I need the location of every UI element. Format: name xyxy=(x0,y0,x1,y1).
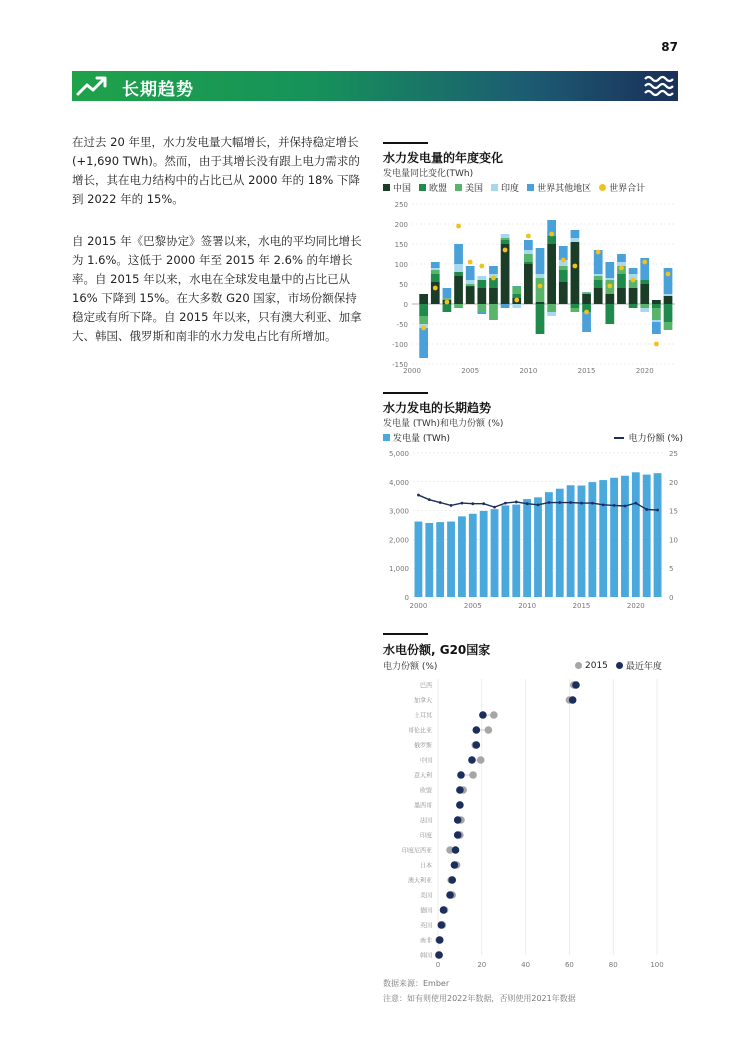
chart3-dot-recent-1 xyxy=(569,696,577,704)
chart2-bar-2012 xyxy=(545,492,553,597)
chart3-x-tick-3: 60 xyxy=(564,961,574,969)
chart2-x-tick-0: 2000 xyxy=(409,602,428,610)
chart3-dot-recent-13 xyxy=(448,876,456,884)
chart2-y-left-tick-0: 5,000 xyxy=(388,450,409,458)
chart2-share-point-2020 xyxy=(634,502,637,505)
chart1-bar-row-2004 xyxy=(454,244,463,264)
chart2-share-point-2010 xyxy=(526,502,529,505)
chart2-share-point-2017 xyxy=(602,503,605,506)
waves-icon xyxy=(644,73,674,99)
chart1-bar-china-2013 xyxy=(559,282,568,304)
chart2-x-tick-3: 2015 xyxy=(572,602,591,610)
chart1-rule xyxy=(383,142,428,144)
chart1-bar-eu-2010 xyxy=(524,262,533,264)
chart3-dot-recent-9 xyxy=(454,816,462,824)
chart3-country-label-17: 南非 xyxy=(419,937,432,945)
legend-china: 中国 xyxy=(383,181,411,194)
chart1-y-tick-1: 200 xyxy=(394,221,408,229)
chart1-bar-india-2010 xyxy=(524,250,533,254)
chart3-x-tick-0: 0 xyxy=(435,961,441,969)
chart2-share-point-2013 xyxy=(558,501,561,504)
trend-up-icon xyxy=(76,75,112,97)
chart2-share-point-2014 xyxy=(569,501,572,504)
section-banner xyxy=(72,71,678,101)
chart1-bar-eu-2004 xyxy=(454,272,463,276)
chart3-country-label-2: 土耳其 xyxy=(413,712,432,720)
chart3-country-label-8: 墨西哥 xyxy=(413,802,432,810)
chart1-y-tick-7: -100 xyxy=(392,341,408,349)
chart2-y-right-tick-4: 5 xyxy=(669,565,674,574)
chart1-total-dot-2011 xyxy=(538,284,543,289)
chart1-total-dot-2003 xyxy=(445,300,450,305)
chart2-share-point-2012 xyxy=(547,501,550,504)
chart3-country-label-15: 德国 xyxy=(419,907,432,915)
chart3-dot-2015-5 xyxy=(477,756,485,764)
chart1-bar-eu-2008 xyxy=(501,240,510,244)
chart1-subtitle: 发电量同比变化(TWh) xyxy=(383,169,474,179)
chart1-bar-us-2001 xyxy=(419,316,428,324)
chart1-total-dot-2021 xyxy=(654,342,659,347)
chart1-bar-us-2010 xyxy=(524,254,533,262)
legend-2015: 2015 xyxy=(575,661,608,671)
chart1-bar-eu-2006 xyxy=(477,280,486,288)
chart3-x-tick-5: 100 xyxy=(650,961,664,969)
chart2-bar-2020 xyxy=(632,472,640,597)
chart3-country-label-16: 英国 xyxy=(419,922,432,930)
chart2-y-right-tick-3: 10 xyxy=(669,536,678,545)
chart1-bar-row-2005 xyxy=(466,266,475,280)
chart1-bar-china-2001 xyxy=(419,294,428,304)
chart3-x-tick-4: 80 xyxy=(608,961,618,969)
chart3-country-label-9: 法国 xyxy=(419,817,432,825)
chart1-bar-china-2015 xyxy=(582,294,591,304)
chart3-dot-recent-15 xyxy=(440,906,448,914)
chart1-bar-row-2015 xyxy=(582,312,591,332)
chart1-title: 水力发电量的年度变化 xyxy=(383,151,504,165)
chart2-share-point-2018 xyxy=(613,504,616,507)
chart1-y-tick-0: 250 xyxy=(394,201,408,209)
chart1-legend xyxy=(383,181,653,194)
chart3-dot-recent-4 xyxy=(473,741,481,749)
chart2-share-point-2002 xyxy=(439,501,442,504)
chart1-y-tick-5: 0 xyxy=(403,301,408,309)
chart2-share-point-2004 xyxy=(461,502,464,505)
chart2-y-left-tick-3: 2,000 xyxy=(388,536,409,545)
chart1-x-tick-2: 2010 xyxy=(519,367,538,375)
chart2-bar-2019 xyxy=(621,476,629,597)
chart1-bar-china-2022 xyxy=(664,296,673,304)
chart2-y-right-tick-5: 0 xyxy=(669,594,674,602)
chart3-country-label-4: 俄罗斯 xyxy=(413,742,432,750)
chart1-bar-row-2018 xyxy=(617,254,626,262)
chart3-dot-recent-14 xyxy=(446,891,454,899)
chart1-y-tick-3: 100 xyxy=(394,261,408,269)
chart1-bar-india-2005 xyxy=(466,280,475,284)
chart1-bar-china-2007 xyxy=(489,288,498,304)
chart3-dot-recent-12 xyxy=(451,861,459,869)
chart1-x-tick-0: 2000 xyxy=(403,367,421,375)
chart1-bar-china-2021 xyxy=(652,300,661,304)
section-title: 长期趋势 xyxy=(122,80,194,100)
chart1-bar-china-2018 xyxy=(617,288,626,304)
chart1-bar-china-2019 xyxy=(629,288,638,304)
chart1-total-dot-2013 xyxy=(561,258,566,263)
chart2-bar-2007 xyxy=(491,509,499,597)
chart1-bar-india-2004 xyxy=(454,264,463,272)
legend-generation: 发电量 (TWh) xyxy=(383,431,450,444)
chart2-bar-2005 xyxy=(469,514,477,597)
chart1-bar-us-2011 xyxy=(536,278,545,302)
chart2-bar-2017 xyxy=(599,480,607,597)
chart3-x-tick-2: 40 xyxy=(521,961,531,969)
chart2-bar-2016 xyxy=(588,482,596,597)
chart1-bar-india-2002 xyxy=(431,268,440,270)
chart3-dot-recent-11 xyxy=(452,846,460,854)
chart1-bar-row-2017 xyxy=(605,262,614,278)
chart1-bar-row-2011 xyxy=(536,248,545,274)
chart2-share-point-2005 xyxy=(471,502,474,505)
chart1-total-dot-2005 xyxy=(468,260,473,265)
chart1-bar-india-2006 xyxy=(477,276,486,280)
chart2-share-point-2000 xyxy=(417,494,420,497)
chart1-bar-row-2002 xyxy=(431,262,440,268)
chart1-total-dot-2016 xyxy=(596,250,601,255)
chart1-bar-china-2016 xyxy=(594,288,603,304)
chart1-x-tick-4: 2020 xyxy=(635,367,654,375)
chart2-bar-2001 xyxy=(425,523,433,597)
chart2-bar-2006 xyxy=(480,511,488,597)
chart2-share-point-2003 xyxy=(450,504,453,507)
chart3-dot-recent-7 xyxy=(456,786,464,794)
chart1-total-dot-2012 xyxy=(549,232,554,237)
chart1-bar-row-2007 xyxy=(489,266,498,274)
chart1-y-tick-6: -50 xyxy=(396,321,408,329)
chart2-bar-2008 xyxy=(501,505,509,597)
chart2-bar-2018 xyxy=(610,478,618,597)
chart2-bar-2000 xyxy=(415,522,423,597)
chart2-share-point-2006 xyxy=(482,502,485,505)
chart1-bar-eu-2018 xyxy=(617,274,626,288)
chart3-country-label-0: 巴西 xyxy=(419,682,432,690)
chart1-bar-eu-2012 xyxy=(547,236,556,244)
chart2-y-left-tick-1: 4,000 xyxy=(388,478,409,487)
chart3-country-label-1: 加拿大 xyxy=(413,697,432,705)
chart2-title: 水力发电的长期趋势 xyxy=(383,401,492,415)
chart3-dot-recent-17 xyxy=(436,936,444,944)
chart1-bar-row-2010 xyxy=(524,240,533,250)
chart2-y-right-tick-0: 25 xyxy=(669,450,678,458)
chart3-dot-recent-3 xyxy=(473,726,481,734)
chart1-bar-row-2008 xyxy=(501,304,510,308)
chart2-share-point-2007 xyxy=(493,506,496,509)
chart1-bar-us-2020 xyxy=(640,304,649,308)
chart2-bar-2004 xyxy=(458,516,466,597)
chart1-bar-row-2021 xyxy=(652,322,661,334)
chart1-total-dot-2007 xyxy=(491,276,496,281)
chart1-bar-row-2019 xyxy=(629,268,638,274)
legend-row: 世界其他地区 xyxy=(527,181,591,194)
chart1-bar-eu-2020 xyxy=(640,280,649,284)
chart1-total-dot-2017 xyxy=(607,284,612,289)
chart1-bar-eu-2002 xyxy=(431,274,440,282)
paragraph-2: 自 2015 年《巴黎协定》签署以来，水电的平均同比增长为 1.6%。这低于 2000 年至 2015 年 2.6% 的年增长率。自 2015 年以来，水电在全球发电量中的占比已从 16% 下降到 15%。在大多数 G20 国家，市场份额保持稳定或有所下降。自 2015 年以来，只有澳大利亚、加拿大、韩国、俄罗斯和南非的水力发电占比有所增加。 xyxy=(72,234,362,343)
chart1-total-dot-2015 xyxy=(584,310,589,315)
chart3-x-tick-1: 20 xyxy=(477,961,487,969)
chart1-total-dot-2001 xyxy=(421,326,426,331)
chart2-bar-2003 xyxy=(447,522,455,597)
chart1-bar-eu-2011 xyxy=(536,304,545,334)
chart1-bar-india-2011 xyxy=(536,274,545,278)
chart3-dot-recent-10 xyxy=(454,831,462,839)
chart1-bar-eu-2022 xyxy=(664,304,673,322)
chart3-country-label-7: 欧盟 xyxy=(419,787,432,795)
chart2-rule xyxy=(383,392,428,394)
chart1-y-tick-2: 150 xyxy=(394,241,408,249)
chart2-y-right-tick-2: 15 xyxy=(669,507,678,516)
chart3-dot-recent-16 xyxy=(437,921,445,929)
chart3-dot-recent-5 xyxy=(468,756,476,764)
chart1-y-tick-8: -150 xyxy=(392,361,408,369)
chart1-bar-india-2020 xyxy=(640,308,649,312)
chart1-total-dot-2009 xyxy=(514,298,519,303)
chart1-total-dot-2018 xyxy=(619,266,624,271)
chart3-rule xyxy=(383,633,428,635)
legend-eu: 欧盟 xyxy=(419,181,447,194)
chart1-bar-us-2009 xyxy=(512,286,521,294)
annual-change-chart xyxy=(380,196,680,376)
chart1-bar-eu-2017 xyxy=(605,304,614,324)
chart1-bar-india-2009 xyxy=(512,304,521,308)
chart3-country-label-12: 日本 xyxy=(419,862,432,870)
chart1-bar-china-2004 xyxy=(454,276,463,304)
chart3-country-label-3: 哥伦比亚 xyxy=(407,727,432,735)
chart1-bar-china-2010 xyxy=(524,264,533,304)
chart3-dot-recent-8 xyxy=(456,801,464,809)
chart1-total-dot-2022 xyxy=(666,272,671,277)
chart1-bar-eu-2001 xyxy=(419,304,428,316)
chart1-bar-china-2012 xyxy=(547,244,556,304)
chart2-share-point-2001 xyxy=(428,498,431,501)
chart2-legend xyxy=(383,431,683,444)
chart2-x-tick-2: 2010 xyxy=(518,602,537,610)
chart2-bar-2010 xyxy=(523,499,531,597)
chart2-share-point-2019 xyxy=(624,505,627,508)
chart2-share-point-2022 xyxy=(656,509,659,512)
source-note: 数据来源：Ember xyxy=(383,979,450,988)
chart1-bar-china-2005 xyxy=(466,286,475,304)
legend-world: 世界合计 xyxy=(599,181,645,194)
chart1-bar-row-2001 xyxy=(419,328,428,358)
chart1-total-dot-2002 xyxy=(433,286,438,291)
chart1-bar-us-2012 xyxy=(547,304,556,312)
chart2-bar-2002 xyxy=(436,522,444,597)
chart3-subtitle: 电力份额 (%) xyxy=(383,662,438,672)
chart1-bar-us-2002 xyxy=(431,270,440,274)
chart1-bar-eu-2013 xyxy=(559,270,568,282)
long-term-trend-chart xyxy=(380,445,685,615)
chart1-total-dot-2014 xyxy=(573,264,578,269)
chart1-bar-row-2006 xyxy=(477,312,486,314)
legend-us: 美国 xyxy=(455,181,483,194)
legend-share: 电力份额 (%) xyxy=(614,431,683,444)
page-number: 87 xyxy=(661,40,678,54)
chart2-y-right-tick-1: 20 xyxy=(669,478,678,487)
chart1-bar-china-2011 xyxy=(536,302,545,304)
chart3-country-label-5: 中国 xyxy=(419,757,432,765)
chart1-bar-eu-2019 xyxy=(629,304,638,308)
chart1-bar-china-2014 xyxy=(571,242,580,304)
chart1-bar-india-2012 xyxy=(547,312,556,316)
chart1-bar-eu-2021 xyxy=(652,304,661,308)
chart3-dot-recent-2 xyxy=(479,711,487,719)
chart2-share-point-2011 xyxy=(537,503,540,506)
chart1-x-tick-1: 2005 xyxy=(461,367,480,375)
chart1-bar-china-2020 xyxy=(640,284,649,304)
paragraph-1: 在过去 20 年里，水力发电量大幅增长，并保持稳定增长 (+1,690 TWh)。然而，由于其增长没有跟上电力需求的增长，其在电力结构中的占比已从 2000 年的 18% 下降到 2022 年的 15%。 xyxy=(72,135,360,206)
chart1-bar-us-2014 xyxy=(571,308,580,312)
chart3-country-label-18: 韩国 xyxy=(419,952,432,960)
chart1-bar-row-2003 xyxy=(443,288,452,298)
chart2-share-point-2009 xyxy=(515,501,518,504)
chart1-bar-us-2005 xyxy=(466,284,475,286)
chart1-bar-us-2013 xyxy=(559,266,568,270)
chart1-bar-us-2016 xyxy=(594,276,603,280)
legend-recent: 最近年度 xyxy=(616,659,662,672)
chart1-bar-eu-2016 xyxy=(594,280,603,288)
chart2-x-tick-4: 2020 xyxy=(626,602,645,610)
chart3-legend xyxy=(575,659,662,672)
chart1-bar-us-2008 xyxy=(501,238,510,240)
chart1-bar-us-2021 xyxy=(652,308,661,320)
chart2-y-left-tick-5: 0 xyxy=(404,594,409,602)
chart1-y-tick-4: 50 xyxy=(399,281,408,289)
chart3-country-label-6: 意大利 xyxy=(413,772,432,780)
chart1-bar-us-2004 xyxy=(454,304,463,308)
chart2-bar-2013 xyxy=(556,489,564,597)
chart1-total-dot-2008 xyxy=(503,248,508,253)
chart1-bar-eu-2009 xyxy=(512,294,521,298)
chart1-bar-us-2022 xyxy=(664,322,673,330)
chart1-total-dot-2010 xyxy=(526,234,531,239)
chart1-bar-india-2014 xyxy=(571,238,580,242)
chart3-country-label-13: 澳大利亚 xyxy=(407,877,432,885)
chart1-bar-eu-2014 xyxy=(571,304,580,308)
chart2-share-point-2016 xyxy=(591,502,594,505)
chart1-bar-eu-2003 xyxy=(443,304,452,312)
legend-india: 印度 xyxy=(491,181,519,194)
chart1-bar-india-2017 xyxy=(605,278,614,280)
chart1-bar-china-2006 xyxy=(477,288,486,304)
chart2-share-point-2008 xyxy=(504,502,507,505)
chart1-bar-china-2008 xyxy=(501,244,510,304)
data-note: 注意：如有则使用2022年数据，否则使用2021年数据 xyxy=(383,994,576,1003)
chart1-total-dot-2020 xyxy=(642,260,647,265)
chart1-bar-row-2014 xyxy=(571,230,580,238)
chart1-bar-india-2008 xyxy=(501,234,510,238)
chart1-bar-india-2018 xyxy=(617,262,626,266)
chart1-total-dot-2004 xyxy=(456,224,461,229)
g20-share-chart xyxy=(380,675,680,975)
chart1-bar-india-2021 xyxy=(652,320,661,322)
chart2-y-left-tick-4: 1,000 xyxy=(388,565,409,574)
chart1-total-dot-2019 xyxy=(631,278,636,283)
chart1-bar-china-2017 xyxy=(605,294,614,304)
chart2-share-point-2021 xyxy=(645,508,648,511)
chart3-dot-recent-18 xyxy=(435,951,443,959)
chart3-dot-2015-6 xyxy=(469,771,477,779)
chart3-country-label-11: 印度尼西亚 xyxy=(401,847,432,855)
chart1-total-dot-2006 xyxy=(479,264,484,269)
chart2-subtitle: 发电量 (TWh)和电力份额 (%) xyxy=(383,419,504,429)
chart2-x-tick-1: 2005 xyxy=(463,602,482,610)
chart2-y-left-tick-2: 3,000 xyxy=(388,507,409,516)
chart2-bar-2009 xyxy=(512,505,520,597)
chart2-bar-2011 xyxy=(534,497,542,597)
chart1-bar-india-2016 xyxy=(594,274,603,276)
chart1-bar-us-2007 xyxy=(489,304,498,320)
chart2-bar-2022 xyxy=(654,473,662,597)
chart2-bar-2021 xyxy=(643,475,651,597)
chart3-dot-2015-2 xyxy=(490,711,498,719)
chart3-dot-2015-3 xyxy=(485,726,493,734)
chart3-country-label-14: 美国 xyxy=(419,892,432,900)
chart1-bar-india-2022 xyxy=(664,294,673,296)
chart3-title: 水电份额, G20国家 xyxy=(383,643,491,657)
chart1-bar-china-2002 xyxy=(431,282,440,304)
chart3-dot-recent-6 xyxy=(457,771,465,779)
chart1-x-tick-3: 2015 xyxy=(577,367,596,375)
chart3-dot-recent-0 xyxy=(572,681,580,689)
chart3-country-label-10: 印度 xyxy=(419,832,432,840)
chart2-share-point-2015 xyxy=(580,502,583,505)
chart1-bar-us-2006 xyxy=(477,304,486,312)
